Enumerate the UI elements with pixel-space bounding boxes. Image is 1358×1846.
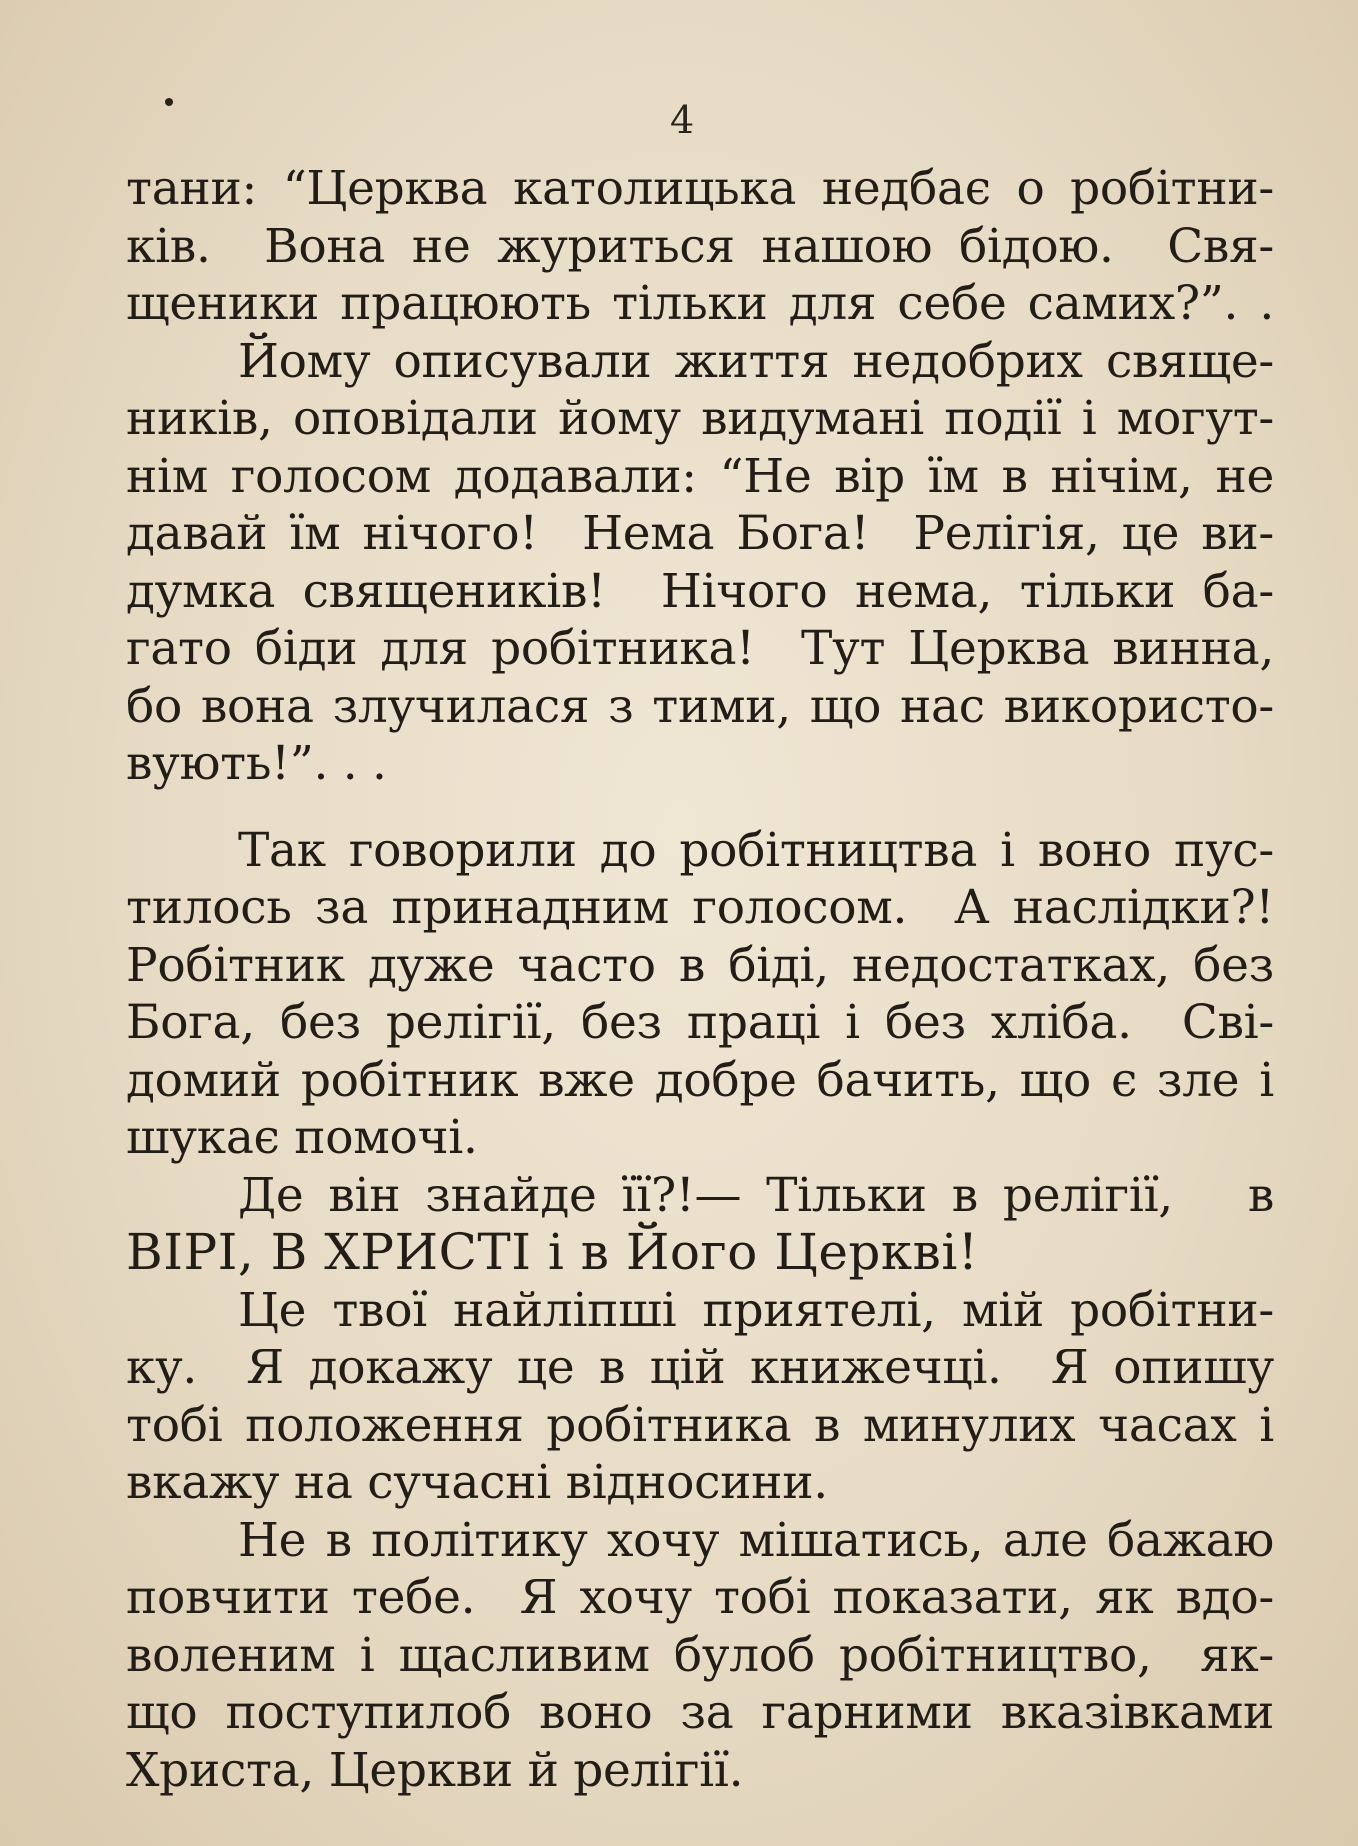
paragraph: [126, 160, 1274, 333]
text-line: Бога, без релігії, без праці і без хліба. Сві-: [126, 995, 1274, 1050]
text-line: шукає помочі.: [126, 1110, 478, 1165]
text-line: тобі положення робітника в минулих часах і: [126, 1397, 1274, 1453]
text-line: Це твої найліпші приятелі, мій робітни-: [238, 1282, 1274, 1338]
body-text: [126, 160, 1274, 1799]
paragraph: [126, 822, 1274, 1167]
paragraph: [126, 1512, 1274, 1800]
text-line: давай їм нічого! Нема Бога! Релігія, це ви-: [126, 506, 1274, 561]
paragraph-spacer: [126, 793, 1274, 822]
text-line: що поступилоб воно за гарними вказівками: [126, 1685, 1274, 1740]
text-line: вують!”. . .: [126, 736, 387, 791]
text-line: Так говорили до робітництва і воно пус-: [238, 822, 1274, 878]
page-number: 4: [670, 98, 695, 142]
text-line: думка священиків! Нічого нема, тільки ба-: [126, 563, 1274, 619]
paragraph: [126, 1282, 1274, 1512]
text-line: тилось за принадним голосом. А наслідки?!: [126, 880, 1274, 935]
paragraph: [126, 333, 1274, 793]
text-line: ків. Вона не журиться нашою бідою. Свя-: [126, 218, 1274, 274]
text-line: Йому описували життя недобрих свяще-: [238, 333, 1274, 389]
text-line: Не в політику хочу мішатись, але бажаю: [238, 1512, 1274, 1568]
text-line: бо вона злучилася з тими, що нас використо-: [126, 678, 1274, 734]
text-line: Де він знайде її?!— Тільки в релігії, в: [238, 1167, 1274, 1223]
text-line: ників, оповідали йому видумані події і могут-: [126, 391, 1274, 446]
text-line: домий робітник вже добре бачить, що є зле і: [126, 1052, 1274, 1108]
text-line: повчити тебе. Я хочу тобі показати, як вдо-: [126, 1570, 1274, 1625]
text-line: нім голосом додавали: “Не вір їм в нічім, не: [126, 448, 1274, 504]
text-line: ВІРІ, В ХРИСТІ і в Його Церкві!: [126, 1223, 979, 1281]
text-line: воленим і щасливим булоб робітництво, як-: [126, 1627, 1274, 1683]
text-line: вкажу на сучасні відносини.: [126, 1455, 828, 1510]
text-line: Робітник дуже часто в біді, недостатках, без: [126, 937, 1274, 993]
paragraph: [126, 1167, 1274, 1282]
text-line: тани: “Церква католицька недбає о робітни-: [126, 161, 1274, 216]
text-line: Христа, Церкви й релігії.: [126, 1742, 744, 1798]
text-line: ку. Я докажу це в цій книжечці. Я опишу: [126, 1340, 1274, 1395]
text-line: щеники працюють тільки для себе самих?”. .: [126, 276, 1274, 331]
text-line: гато біди для робітника! Тут Церква винна,: [126, 621, 1274, 676]
ink-dot: [165, 98, 173, 106]
